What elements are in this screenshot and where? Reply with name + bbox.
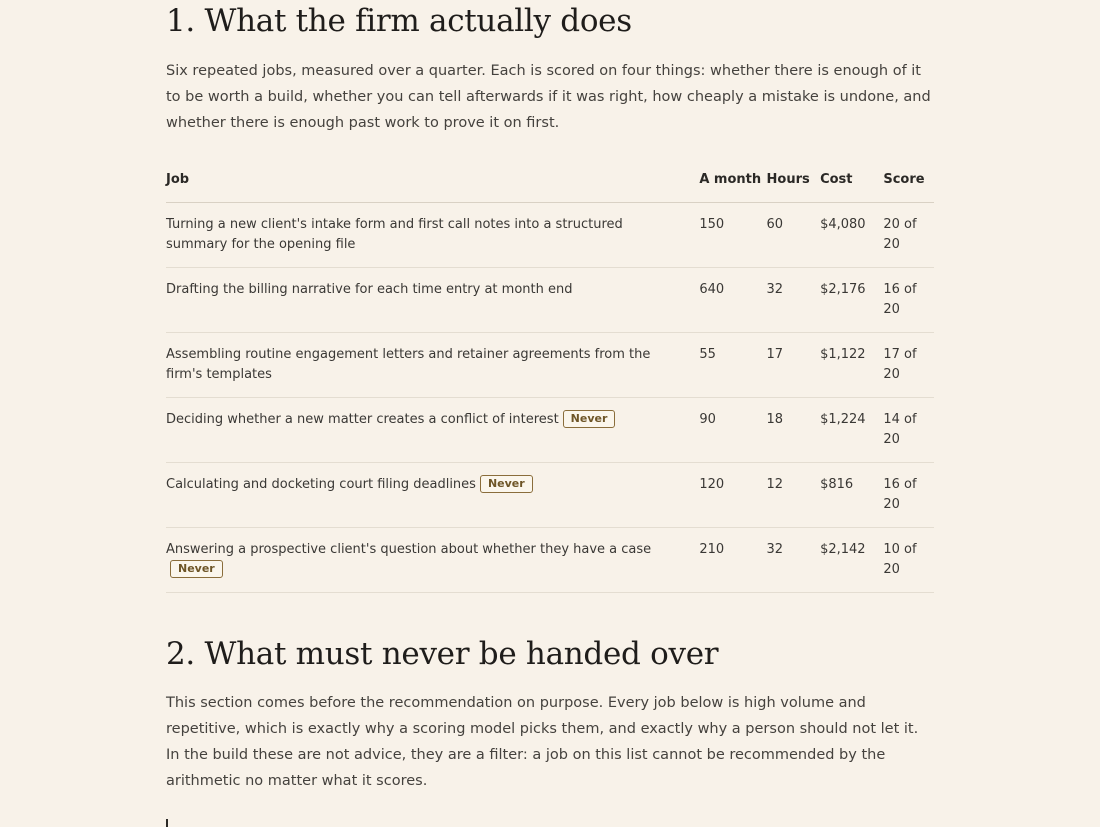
- score-cell: 20 of 20: [883, 203, 934, 268]
- table-row: [166, 333, 934, 398]
- never-badge: Never: [480, 475, 533, 493]
- month-cell: 640: [699, 268, 766, 333]
- job-cell: [166, 398, 699, 463]
- hours-cell: 32: [767, 268, 821, 333]
- job-cell: [166, 463, 699, 528]
- table-row: [166, 268, 934, 333]
- hours-cell: 60: [767, 203, 821, 268]
- job-name: Turning a new client's intake form and first call notes into a structured summary for the opening file: [166, 217, 623, 252]
- header-job: Job: [166, 158, 699, 203]
- table-row: [166, 463, 934, 528]
- job-name: Calculating and docketing court filing deadlines: [166, 477, 476, 492]
- month-cell: 120: [699, 463, 766, 528]
- hours-cell: 17: [767, 333, 821, 398]
- jobs-table: [166, 158, 934, 593]
- job-cell: [166, 333, 699, 398]
- score-cell: 10 of 20: [883, 528, 934, 593]
- table-row: [166, 528, 934, 593]
- never-badge: Never: [170, 560, 223, 578]
- month-cell: 210: [699, 528, 766, 593]
- never-badge: Never: [563, 410, 616, 428]
- month-cell: 55: [699, 333, 766, 398]
- blockquote-bar: [166, 819, 168, 827]
- header-score: Score: [883, 158, 934, 203]
- score-cell: 14 of 20: [883, 398, 934, 463]
- section-2-lede: This section comes before the recommendation on purpose. Every job below is high volume and repetitive, which is exactly why a scoring model picks them, and exactly why a person should not let it. In the build these are not advice, they are a filter: a job on this list cannot be recommended by the arithmetic no matter what it scores.: [166, 695, 919, 789]
- section-2-title: 2. What must never be handed over: [166, 636, 719, 672]
- score-cell: 16 of 20: [883, 268, 934, 333]
- score-cell: 17 of 20: [883, 333, 934, 398]
- cost-cell: $2,176: [820, 268, 883, 333]
- section-1-title: 1. What the firm actually does: [166, 3, 632, 39]
- hours-cell: 18: [767, 398, 821, 463]
- job-name: Answering a prospective client's question about whether they have a case: [166, 542, 652, 557]
- job-cell: [166, 528, 699, 593]
- month-cell: 90: [699, 398, 766, 463]
- hours-cell: 32: [767, 528, 821, 593]
- header-cost: Cost: [820, 158, 883, 203]
- score-cell: 16 of 20: [883, 463, 934, 528]
- cost-cell: $4,080: [820, 203, 883, 268]
- job-cell: [166, 268, 699, 333]
- table-header-row: [166, 158, 934, 203]
- job-name: Assembling routine engagement letters and retainer agreements from the firm's templates: [166, 347, 651, 382]
- job-cell: [166, 203, 699, 268]
- table-row: [166, 203, 934, 268]
- header-month: A month: [699, 158, 766, 203]
- job-name: Deciding whether a new matter creates a conflict of interest: [166, 412, 559, 427]
- section-1-lede: Six repeated jobs, measured over a quarter. Each is scored on four things: whether there is enough of it to be worth a build, whether you can tell afterwards if it was right, how cheaply a mistake is undone, and whether there is enough past work to prove it on first.: [166, 63, 931, 131]
- header-hours: Hours: [767, 158, 821, 203]
- hours-cell: 12: [767, 463, 821, 528]
- table-row: [166, 398, 934, 463]
- cost-cell: $2,142: [820, 528, 883, 593]
- cost-cell: $1,224: [820, 398, 883, 463]
- month-cell: 150: [699, 203, 766, 268]
- cost-cell: $1,122: [820, 333, 883, 398]
- job-name: Drafting the billing narrative for each time entry at month end: [166, 282, 573, 297]
- cost-cell: $816: [820, 463, 883, 528]
